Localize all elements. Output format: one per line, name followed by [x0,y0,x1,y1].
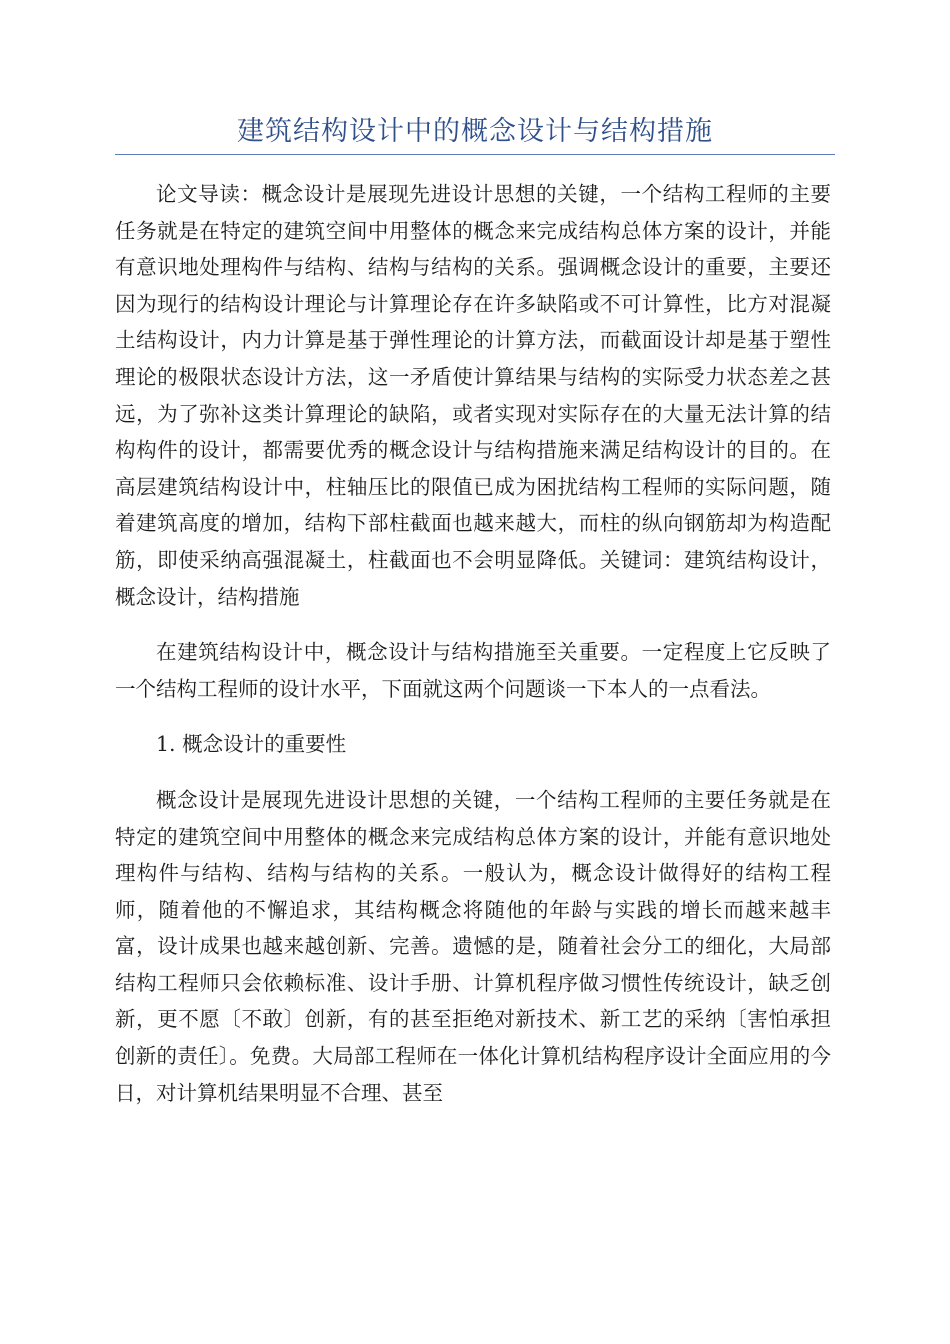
title-underline [115,154,835,155]
intro-paragraph: 在建筑结构设计中，概念设计与结构措施至关重要。一定程度上它反映了一个结构工程师的设计水平，下面就这两个问题谈一下本人的一点看法。 [115,640,831,701]
document-body [115,176,831,1130]
body-paragraph: 概念设计是展现先进设计思想的关键，一个结构工程师的主要任务就是在特定的建筑空间中用整体的概念来完成结构总体方案的设计，并能有意识地处理构件与结构、结构与结构的关系。一般认为，概念设计做得好的结构工程师，随着他的不懈追求，其结构概念将随他的年龄与实践的增长而越来越丰富，设计成果也越来越创新、完善。遗憾的是，随着社会分工的细化，大局部结构工程师只会依赖标准、设计手册、计算机程序做习惯性传统设计，缺乏创新，更不愿〔不敢〕创新，有的甚至拒绝对新技术、新工艺的采纳〔害怕承担创新的责任〕。免费。大局部工程师在一体化计算机结构程序设计全面应用的今日，对计算机结果明显不合理、甚至 [115,787,831,1105]
section-heading: 1. 概念设计的重要性 [156,732,347,757]
abstract-paragraph: 论文导读：概念设计是展现先进设计思想的关键，一个结构工程师的主要任务就是在特定的建筑空间中用整体的概念来完成结构总体方案的设计，并能有意识地处理构件与结构、结构与结构的关系。强调概念设计的重要，主要还因为现行的结构设计理论与计算理论存在许多缺陷或不可计算性，比方对混凝土结构设计，内力计算是基于弹性理论的计算方法，而截面设计却是基于塑性理论的极限状态设计方法，这一矛盾使计算结果与结构的实际受力状态差之甚远，为了弥补这类计算理论的缺陷，或者实现对实际存在的大量无法计算的结构构件的设计，都需要优秀的概念设计与结构措施来满足结构设计的目的。在高层建筑结构设计中，柱轴压比的限值已成为困扰结构工程师的实际问题，随着建筑高度的增加，结构下部柱截面也越来越大，而柱的纵向钢筋却为构造配筋，即使采纳高强混凝土，柱截面也不会明显降低。关键词：建筑结构设计，概念设计，结构措施 [115,182,831,609]
document-title: 建筑结构设计中的概念设计与结构措施 [237,116,713,147]
